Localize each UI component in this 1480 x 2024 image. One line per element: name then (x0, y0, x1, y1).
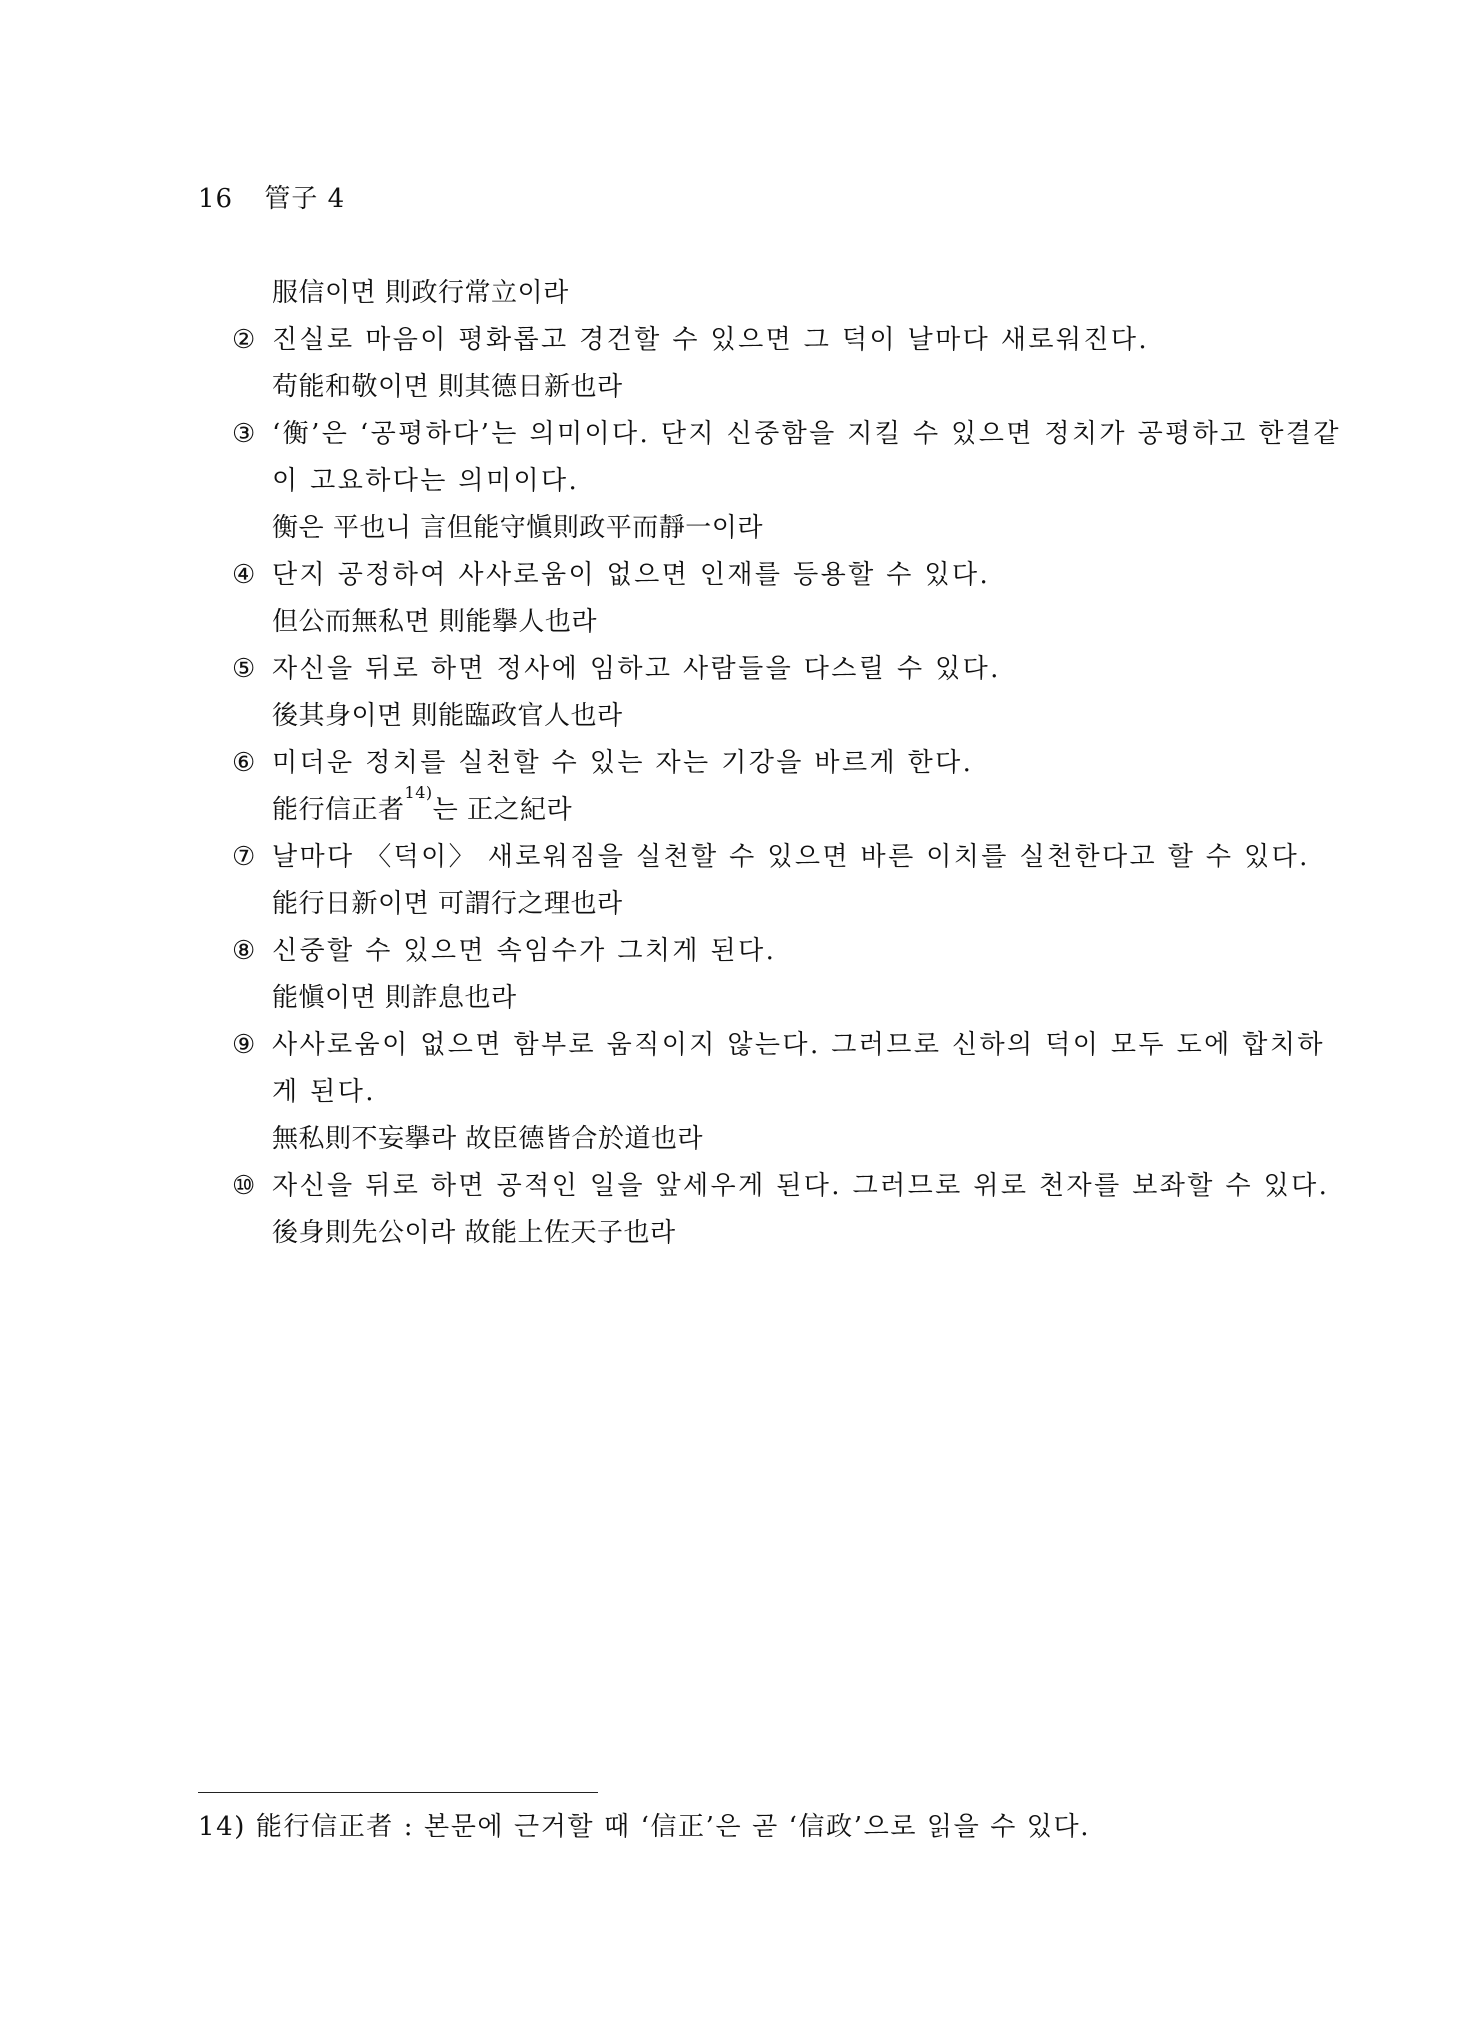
hanja-text-line (232, 693, 1302, 740)
line-text: 진실로 마음이 평화롭고 경건할 수 있으면 그 덕이 날마다 새로워진다. (272, 325, 1150, 355)
item-number-mark: ② (232, 325, 258, 355)
page-header (198, 178, 345, 215)
line-text: 사사로움이 없으면 함부로 움직이지 않는다. 그러므로 신하의 덕이 모두 도에 합치하 (272, 1030, 1325, 1060)
korean-text-line (232, 411, 1341, 458)
line-text: 날마다 〈덕이〉 새로워짐을 실천할 수 있으면 바른 이치를 실천한다고 할 수 있다. (272, 842, 1310, 872)
footnote-14: 14) 能行信正者 : 본문에 근거할 때 ‘信正’은 곧 ‘信政’으로 읽을 수 있다. (198, 1812, 1091, 1842)
korean-text-line (232, 928, 1302, 975)
line-text: 後身則先公이라 故能上佐天子也라 (272, 1218, 676, 1248)
hanja-text-line (232, 975, 1302, 1022)
line-text: 이 고요하다는 의미이다. (272, 466, 580, 496)
korean-text-line (232, 1069, 1302, 1116)
korean-text-line (232, 1163, 1330, 1210)
footnote-divider (198, 1792, 598, 1793)
page-number: 16 (198, 184, 234, 214)
line-text: 後其身이면 則能臨政官人也라 (272, 701, 623, 731)
footnote-reference[interactable]: 14) (404, 783, 433, 802)
line-text: 能行日新이면 可謂行之理也라 (272, 889, 623, 919)
line-text: 能行信正者 (272, 795, 405, 825)
item-number-mark: ⑨ (232, 1030, 258, 1060)
line-text: 苟能和敬이면 則其德日新也라 (272, 372, 623, 402)
item-number-mark: ③ (232, 419, 258, 449)
line-text: 신중할 수 있으면 속임수가 그치게 된다. (272, 936, 777, 966)
item-number-mark: ④ (232, 560, 258, 590)
hanja-text-line (232, 364, 1302, 411)
korean-text-line (232, 834, 1310, 881)
line-text: 能愼이면 則詐息也라 (272, 983, 517, 1013)
korean-text-line (232, 740, 1302, 787)
line-text: 但公而無私면 則能擧人也라 (272, 607, 597, 637)
line-text: 단지 공정하여 사사로움이 없으면 인재를 등용할 수 있다. (272, 560, 991, 590)
korean-text-line (232, 458, 1302, 505)
line-text: 衡은 平也니 言但能守愼則政平而靜一이라 (272, 513, 763, 543)
korean-text-line (232, 1022, 1325, 1069)
item-number-mark: ⑤ (232, 654, 258, 684)
line-text: 자신을 뒤로 하면 정사에 임하고 사람들을 다스릴 수 있다. (272, 654, 1001, 684)
hanja-text-line (232, 505, 1302, 552)
line-text: 服信이면 則政行常立이라 (272, 278, 569, 308)
item-number-mark: ⑦ (232, 842, 258, 872)
hanja-text-line (232, 1210, 1302, 1257)
hanja-text-line (232, 599, 1302, 646)
body-text (232, 270, 1341, 1257)
hanja-text-line (232, 881, 1302, 928)
running-title: 管子 4 (264, 184, 346, 214)
line-text-continued: 는 正之紀라 (432, 795, 573, 825)
line-text: 無私則不妄擧라 故臣德皆合於道也라 (272, 1124, 703, 1154)
line-text: ‘衡’은 ‘공평하다’는 의미이다. 단지 신중함을 지킬 수 있으면 정치가 공평하고 한결같 (272, 419, 1341, 449)
hanja-text-line (232, 270, 1302, 317)
korean-text-line (232, 317, 1302, 364)
hanja-text-line (232, 783, 1302, 834)
hanja-text-line (232, 1116, 1302, 1163)
item-number-mark: ⑥ (232, 748, 258, 778)
item-number-mark: ⑧ (232, 936, 258, 966)
line-text: 게 된다. (272, 1077, 376, 1107)
line-text: 자신을 뒤로 하면 공적인 일을 앞세우게 된다. 그러므로 위로 천자를 보좌할 수 있다. (272, 1171, 1330, 1201)
korean-text-line (232, 646, 1302, 693)
item-number-mark: ⑩ (232, 1171, 258, 1201)
line-text: 미더운 정치를 실천할 수 있는 자는 기강을 바르게 한다. (272, 748, 974, 778)
korean-text-line (232, 552, 1302, 599)
